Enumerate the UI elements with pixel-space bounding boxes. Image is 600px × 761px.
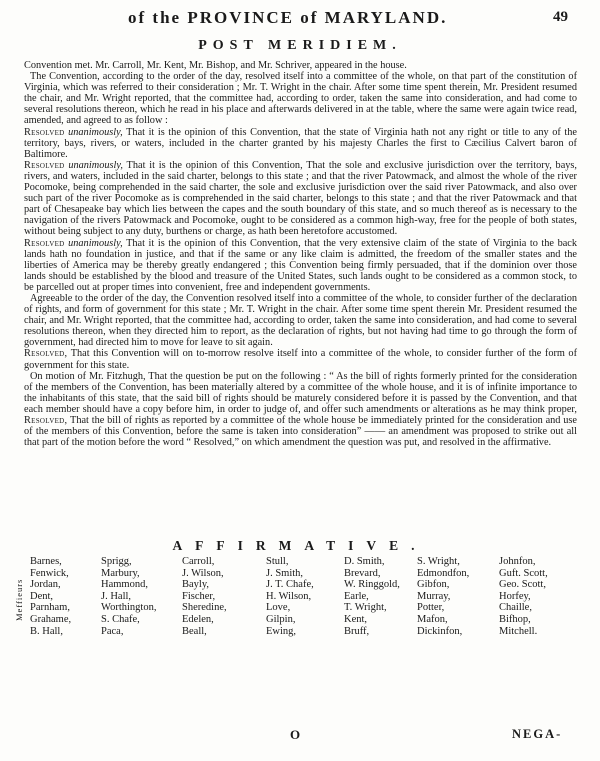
member-name: Bayly, <box>182 579 210 591</box>
member-name: Earle, <box>344 590 369 602</box>
member-name: Love, <box>266 602 291 614</box>
catchword: NEGA- <box>512 727 563 741</box>
member-name: J. Smith, <box>266 567 304 579</box>
member-name: Edelen, <box>182 613 214 625</box>
member-name: Mafon, <box>417 613 448 625</box>
member-name: Edmondfon, <box>417 567 470 579</box>
resolution-2-text: That it is the opinion of this Convention, That the sole and exclusive jurisdiction over the territory, bays, rivers, and waters, included in the said charter, belongs to this state ; and that the river Patowmack, and almost the whole of the river Pocomoke, being comprehended in the said charter, the sole and exclusive jurisdiction over the said river Patowmack, and also over such part of the river Pocomoke as is comprehended in the said charter, belongs to this state ; and that the river Patowmack and that part of Chesapeake bay which lies between the capes and the south boundary of this state, and so much thereof as is necessary to the navigation of the rivers Patowmack and Pocomoke, ought to be considered as a common high-way, free for the people of both states, without being subject to any duty, burthens or charge, as hath been heretofore accustomed. <box>24 159 578 238</box>
member-name: Fischer, <box>182 590 216 602</box>
member-name: Bruff, <box>344 625 370 637</box>
member-name: Sheredine, <box>182 602 227 614</box>
member-name: Kent, <box>344 613 368 625</box>
messieurs-label: Meffieurs <box>14 578 24 622</box>
section-title: POST MERIDIEM. <box>198 38 402 53</box>
member-name: Mitchell. <box>499 625 538 637</box>
resolution-1-text: That it is the opinion of this Convention, that the state of Virginia hath not any right or title to any of the territory, bays, rivers, or waters, included in the charter granted by his majesty Charles the first to Cæcilius Calvert baron of Baltimore. <box>24 126 577 160</box>
resolved-label: Resolved, <box>24 415 68 426</box>
member-name: B. Hall, <box>30 625 63 637</box>
member-name: D. Smith, <box>344 556 385 567</box>
member-name: Sprigg, <box>101 556 132 567</box>
member-name: Dickinfon, <box>417 625 463 637</box>
member-name: Geo. Scott, <box>499 579 546 591</box>
running-title: of the PROVINCE of MARYLAND. <box>128 8 448 27</box>
resolved-label: Resolved <box>24 237 65 249</box>
member-name: Paca, <box>101 625 124 637</box>
member-name: Carroll, <box>182 556 215 567</box>
paragraph-declaration-of-rights: Agreeable to the order of the day, the Convention resolved itself into a committee of the whole, to consider further of the declaration of rights, and form of government for this state ; Mr. T. Wright in the chair. After some time spent therein Mr. President resumed the chair, and Mr. Wright reported, that the committee had, according to order, taken the same into consideration, and had come to several resolutions thereon, when they directed him to report, as the declaration of rights, but not having had time to go through the form of government, had directed him to move for leave to sit again. <box>24 292 577 349</box>
vote-column-1 <box>30 556 71 637</box>
member-name: Jordan, <box>30 579 61 591</box>
resolution-4 <box>24 348 577 370</box>
vote-column-4 <box>266 556 314 637</box>
member-name: T. Wright, <box>344 602 387 614</box>
member-name: Stull, <box>266 556 289 567</box>
member-name: Chaille, <box>499 602 532 614</box>
vote-column-6 <box>417 556 469 637</box>
member-name: J. T. Chafe, <box>266 579 314 591</box>
unanimously-label: unanimously, <box>68 159 123 171</box>
body-text <box>24 60 577 448</box>
member-name: H. Wilson, <box>266 590 312 602</box>
member-name: Barnes, <box>30 556 62 567</box>
member-name: Hammond, <box>101 579 148 591</box>
paragraph-fitzhugh-motion <box>24 371 577 449</box>
member-name: Worthington, <box>101 602 157 614</box>
member-name: Johnfon, <box>499 556 536 567</box>
member-name: Dent, <box>30 590 54 602</box>
member-name: Gibfon, <box>417 579 450 591</box>
member-name: J. Wilson, <box>182 567 224 579</box>
vote-column-2 <box>101 556 156 637</box>
paragraph-convention-met: Convention met. Mr. Carroll, Mr. Kent, Mr. Bishop, and Mr. Schriver, appeared in the house. <box>24 60 407 71</box>
member-name: Brevard, <box>344 567 381 579</box>
member-name: Gilpin, <box>266 613 296 625</box>
resolution-3 <box>24 238 577 293</box>
unanimously-label: unanimously, <box>68 126 123 138</box>
unanimously-label: unanimously, <box>68 237 123 249</box>
vote-column-5 <box>344 556 400 637</box>
affirmative-heading: AFFIRMATIVE. <box>172 538 428 553</box>
member-name: Parnham, <box>30 602 70 614</box>
resolution-3-text: That it is the opinion of this Convention, that the very extensive claim of the state of Virginia to the back lands hath no foundation in justice, and that if the same or any like claim is admitted, the freedom of the smaller states and the liberties of America may be thereby greatly endangered ; this Convention being firmly persuaded, that if the dominion over those lands should be established by the blood and treasure of the United States, such lands ought to be considered as a common stock, to be parcelled out at proper times into convenient, free and independent governments. <box>24 237 578 293</box>
resolved-label: Resolved <box>24 126 65 138</box>
running-head <box>0 4 600 30</box>
paragraph-committee-report: The Convention, according to the order of the day, resolved itself into a committee of the whole, on that part of the constitution of Virginia, which was referred to their consideration ; Mr. T. Wright in the chair. After some time spent therein, Mr. President resumed the chair, and Mr. Wright reported, that the committee had, according to order, taken the same into consideration, and had come to several resolutions thereon, which he read in his place and afterwards delivered in at the table, where the same were again twice read, amended, and agreed to as follow : <box>24 71 577 127</box>
affirmative-vote-list <box>14 556 594 716</box>
vote-column-7 <box>499 556 548 637</box>
member-name: Bifhop, <box>499 613 531 625</box>
member-name: S. Chafe, <box>101 613 140 625</box>
member-name: Marbury, <box>101 567 140 579</box>
resolved-label: Resolved, <box>24 348 68 360</box>
member-name: Horfey, <box>499 590 531 602</box>
member-name: Ewing, <box>266 625 297 637</box>
member-name: W. Ringgold, <box>344 579 400 591</box>
member-name: S. Wright, <box>417 556 460 567</box>
member-name: Murray, <box>417 590 451 602</box>
signature-mark: O <box>290 727 301 742</box>
member-name: J. Hall, <box>101 590 132 602</box>
page-number: 49 <box>553 9 568 25</box>
member-name: Fenwick, <box>30 567 69 579</box>
member-name: Potter, <box>417 602 445 614</box>
motion-end-text: That the bill of rights as reported by a committee of the whole house be immediately printed for the consideration and use of the members of this Convention, before the same is taken into consideration” —— an amendment was proposed to strike out all that part of the motion before the word “ Resolved,” on which amendment the question was put, and resolved in the affirmative. <box>24 415 577 449</box>
motion-text: On motion of Mr. Fitzhugh, That the question be put on the following : “ As the bill of rights formerly printed for the consideration of the members of the Convention, has been materially altered by a committee of the whole house, and it is of infinite importance to the inhabitants of this state, that the said bill of rights should be maturely considered before it is passed by the Convention, and that each member should have a copy before him, in order to judge of, and offer such amendments or alterations as he may think proper, <box>24 370 577 415</box>
resolution-2 <box>24 160 577 238</box>
member-name: Grahame, <box>30 613 72 625</box>
member-name: Beall, <box>182 625 207 637</box>
resolution-4-text: That this Convention will on to-morrow resolve itself into a committee of the whole, to consider further of the form of government for this state. <box>24 348 577 371</box>
member-name: Guft. Scott, <box>499 567 548 579</box>
resolution-1 <box>24 127 577 160</box>
resolved-label: Resolved <box>24 159 65 171</box>
vote-column-3 <box>182 556 227 637</box>
